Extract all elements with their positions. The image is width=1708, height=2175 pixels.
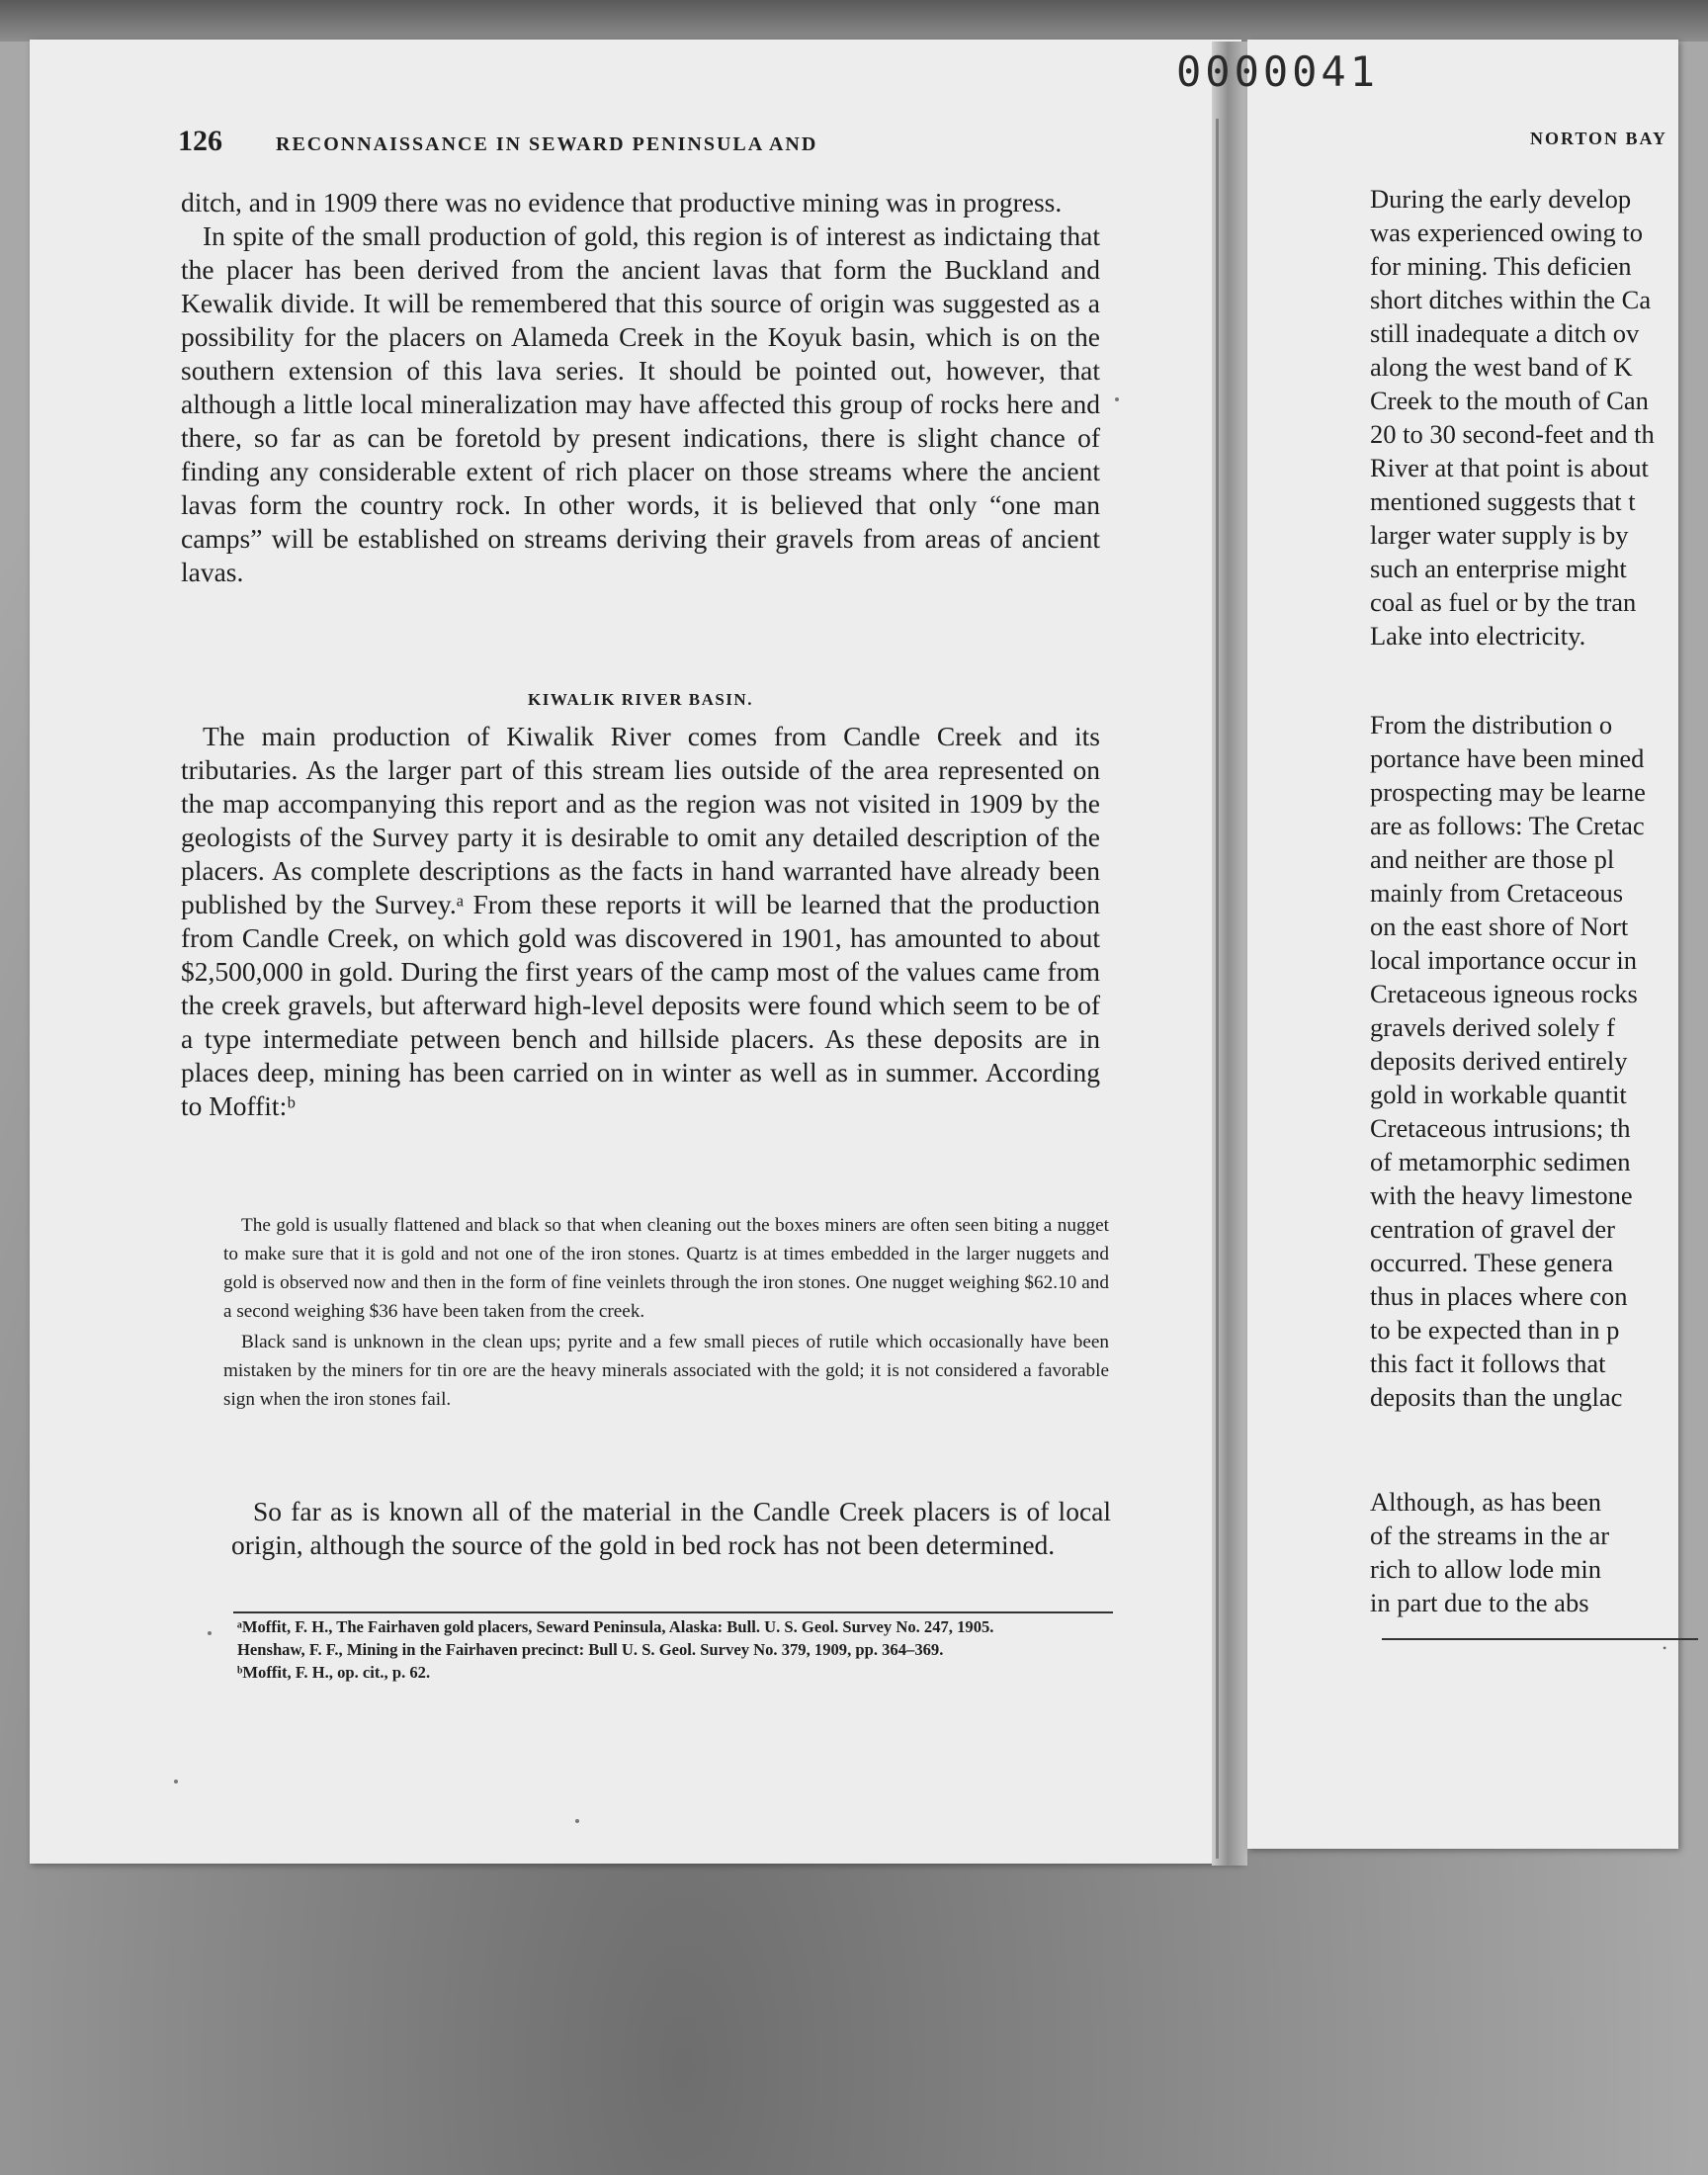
right-fragment-line: gravels derived solely f [1370,1012,1615,1042]
right-fragment-line: Lake into electricity. [1370,621,1586,651]
right-fragment-line: larger water supply is by [1370,520,1629,550]
right-fragment-line: was experienced owing to [1370,218,1643,247]
quote-paragraph-black-sand: Black sand is unknown in the clean ups; pyrite and a few small pieces of rutile which occasionally have been mistaken by the miners for tin ore are the heavy minerals associated with the gold; it is not considered a favorable sign when the iron stones fail. [223,1332,1109,1410]
right-fragment-line: portance have been mined [1370,743,1645,773]
right-fragment-line: occurred. These genera [1370,1248,1613,1277]
scan-speck [174,1780,178,1784]
right-fragment-line: mentioned suggests that t [1370,486,1636,516]
right-fragment-line: During the early develop [1370,184,1632,214]
left-page-header [178,125,949,158]
right-fragment-line: of the streams in the ar [1370,1521,1610,1550]
right-fragment-line: deposits than the unglac [1370,1382,1623,1412]
right-fragment-line: for mining. This deficien [1370,251,1632,281]
block-quote [223,1211,1109,1416]
right-fragment-line: on the east shore of Nort [1370,912,1629,941]
right-fragment-line: of metamorphic sedimen [1370,1147,1631,1176]
right-fragment-line: River at that point is about [1370,453,1649,482]
footnote-henshaw: Henshaw, F. F., Mining in the Fairhaven precinct: Bull U. S. Geol. Survey No. 379, 1909, pp. 364–369. [237,1640,944,1659]
right-fragment-line: such an enterprise might [1370,554,1627,583]
right-fragment-line: gold in workable quantit [1370,1080,1627,1109]
right-fragment-line: to be expected than in p [1370,1315,1620,1345]
stamp-number: 0000041 [1176,47,1380,96]
right-fragment-line: Cretaceous igneous rocks [1370,979,1638,1008]
right-footnote-rule [1382,1638,1698,1640]
footnote-b: ᵇMoffit, F. H., op. cit., p. 62. [237,1663,431,1682]
right-fragment-line: From the distribution o [1370,710,1613,740]
right-fragment-line: and neither are those pl [1370,844,1615,874]
right-fragment-line: mainly from Cretaceous [1370,878,1624,908]
right-fragment-block-2 [1370,708,1696,1414]
footnote-rule [233,1611,1113,1613]
scan-speck [575,1819,579,1823]
body-text-top [181,186,1100,589]
page-number: 126 [178,125,222,157]
right-fragment-line: still inadequate a ditch ov [1370,318,1640,348]
right-fragment-line: in part due to the abs [1370,1588,1589,1617]
right-fragment-line: along the west band of K [1370,352,1633,382]
right-fragment-line: thus in places where con [1370,1281,1628,1311]
scan-top-edge [0,0,1708,42]
right-fragment-line: prospecting may be learne [1370,777,1646,807]
footnotes [237,1615,1111,1684]
body-text-closing [231,1495,1111,1562]
right-fragment-line: coal as fuel or by the tran [1370,587,1637,617]
paragraph-lava-origin: In spite of the small production of gold, this region is of interest as indictaing that the placer has been derived from the ancient lavas that form the Buckland and Kewalik divide. It will be remembered that this source of origin was suggested as a possibility for the placers on Alameda Creek in the Koyuk basin, which is on the southern extension of this lava series. It should be pointed out, however, that although a little local mineralization may have affected this group of rocks here and there, so far as can be foretold by present indications, there is slight chance of finding any considerable extent of rich placer on those streams where the ancient lavas form the country rock. In other words, it is believed that only “one man camps” will be established on streams deriving their gravels from areas of ancient lavas. [181,220,1100,587]
paragraph-kiwalik: The main production of Kiwalik River comes from Candle Creek and its tributaries. As the larger part of this stream lies outside of the area represented on the map accompanying this report and as the region was not visited in 1909 by the geologists of the Survey party it is desirable to omit any detailed description of the placers. As complete descriptions as the facts in hand warranted have already been published by the Survey.ᵃ From these reports it will be learned that the production from Candle Creek, on which gold was discovered in 1901, has amounted to about $2,500,000 in gold. During the first years of the camp most of the values came from the creek gravels, but afterward high-level deposits were found which seem to be of a type intermediate petween bench and hillside placers. As these deposits are in places deep, mining has been carried on in winter as well as in summer. According to Moffit:ᵇ [181,721,1100,1121]
right-fragment-line: are as follows: The Cretac [1370,811,1645,840]
footnote-a: ᵃMoffit, F. H., The Fairhaven gold placers, Seward Peninsula, Alaska: Bull. U. S. Geol. Survey No. 247, 1905. [237,1617,994,1636]
binding-crease [1216,119,1219,1859]
right-footnote-mark: • [1663,1641,1667,1655]
right-fragment-line: this fact it follows that [1370,1348,1606,1378]
paragraph-ditch: ditch, and in 1909 there was no evidence that productive mining was in progress. [181,187,1063,218]
running-head: RECONNAISSANCE IN SEWARD PENINSULA AND [276,133,818,155]
right-fragment-block-1 [1370,182,1696,652]
scan-speck [1115,397,1119,401]
right-fragment-line: centration of gravel der [1370,1214,1615,1244]
quote-paragraph-gold: The gold is usually flattened and black so that when cleaning out the boxes miners are often seen biting a nugget to make sure that it is gold and not one of the iron stones. Quartz is at times embedded in the larger nuggets and gold is observed now and then in the form of fine veinlets through the iron stones. One nugget weighing $62.10 and a second weighing $36 have been taken from the creek. [223,1215,1109,1322]
right-fragment-line: rich to allow lode min [1370,1554,1602,1584]
body-text-kiwalik [181,720,1100,1123]
right-running-head: NORTON BAY [1530,129,1667,148]
right-fragment-line: Cretaceous intrusions; th [1370,1113,1631,1143]
right-fragment-block-3 [1370,1485,1696,1619]
right-fragment-line: local importance occur in [1370,945,1638,975]
right-fragment-line: with the heavy limestone [1370,1180,1633,1210]
scan-speck [208,1631,212,1635]
right-fragment-line: 20 to 30 second-feet and th [1370,419,1655,449]
section-heading: KIWALIK RIVER BASIN. [528,690,753,709]
right-fragment-line: Although, as has been [1370,1487,1602,1517]
right-fragment-line: deposits derived entirely [1370,1046,1628,1076]
paragraph-closing: So far as is known all of the material in the Candle Creek placers is of local origin, although the source of the gold in bed rock has not been determined. [231,1496,1111,1560]
right-fragment-line: short ditches within the Ca [1370,285,1652,314]
right-fragment-line: Creek to the mouth of Can [1370,386,1649,415]
